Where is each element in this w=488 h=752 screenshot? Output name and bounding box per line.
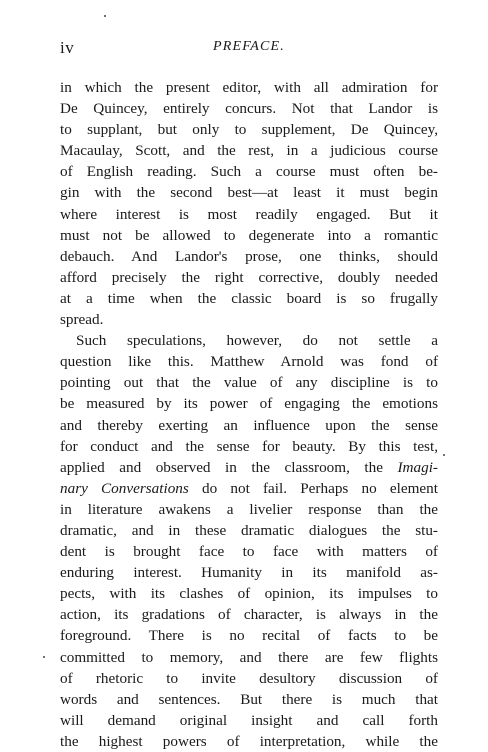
running-title: PREFACE. xyxy=(213,39,285,54)
scan-speck xyxy=(443,454,445,456)
text-segment: do not fail. Perhaps no element xyxy=(188,479,438,497)
scan-speck xyxy=(43,656,45,658)
page-number: iv xyxy=(60,38,75,57)
text-line: committed to memory, and there are few flights xyxy=(60,648,438,666)
text-line: afford precisely the right corrective, doubly needed xyxy=(60,268,438,286)
text-line: Such speculations, however, do not settle a xyxy=(76,332,438,350)
text-line: for conduct and the sense for beauty. By this test, xyxy=(60,437,438,455)
text-line: foreground. There is no recital of facts to be xyxy=(60,627,438,645)
text-line: pects, with its clashes of opinion, its impulses to xyxy=(60,585,438,603)
text-line: must not be allowed to degenerate into a romantic xyxy=(60,226,438,244)
text-line: dent is brought face to face with matters of xyxy=(60,543,438,561)
book-title-italic: Imagi- xyxy=(397,458,438,476)
text-line: pointing out that the value of any discipline is to xyxy=(60,374,438,392)
text-line: action, its gradations of character, is always in the xyxy=(60,606,438,624)
scan-speck xyxy=(104,15,106,17)
text-line: gin with the second best—at least it must begin xyxy=(60,184,438,202)
text-line: where interest is most readily engaged. But it xyxy=(60,205,438,223)
text-line: dramatic, and in these dramatic dialogues the stu- xyxy=(60,521,438,539)
text-line: of rhetoric to invite desultory discussion of xyxy=(60,669,438,687)
text-line: of English reading. Such a course must often be- xyxy=(60,163,438,181)
text-line: spread. xyxy=(60,311,104,329)
text-line: Macaulay, Scott, and the rest, in a judicious course xyxy=(60,142,438,160)
book-title-italic: nary Conversations xyxy=(60,479,189,497)
preface-text xyxy=(60,77,438,752)
text-line: words and sentences. But there is much that xyxy=(60,690,438,708)
text-line xyxy=(60,457,438,478)
page-header xyxy=(60,38,438,62)
text-line: be measured by its power of engaging the emotions xyxy=(60,395,438,413)
text-line: in literature awakens a livelier response than the xyxy=(60,500,438,518)
text-line: De Quincey, entirely concurs. Not that Landor is xyxy=(60,100,438,118)
text-line: and thereby exerting an influence upon the sense xyxy=(60,416,438,434)
text-line: at a time when the classic board is so frugally xyxy=(60,289,438,307)
text-line xyxy=(60,478,438,499)
text-line: to supplant, but only to supplement, De Quincey, xyxy=(60,121,438,139)
text-line: debauch. And Landor's prose, one thinks, should xyxy=(60,247,438,265)
text-line: in which the present editor, with all admiration for xyxy=(60,79,438,96)
text-line: the highest powers of interpretation, while the xyxy=(60,732,438,750)
text-line: question like this. Matthew Arnold was fond of xyxy=(60,353,438,371)
text-segment: applied and observed in the classroom, the xyxy=(60,458,398,476)
text-line: will demand original insight and call forth xyxy=(60,711,438,729)
text-line: enduring interest. Humanity in its manifold as- xyxy=(60,564,438,582)
